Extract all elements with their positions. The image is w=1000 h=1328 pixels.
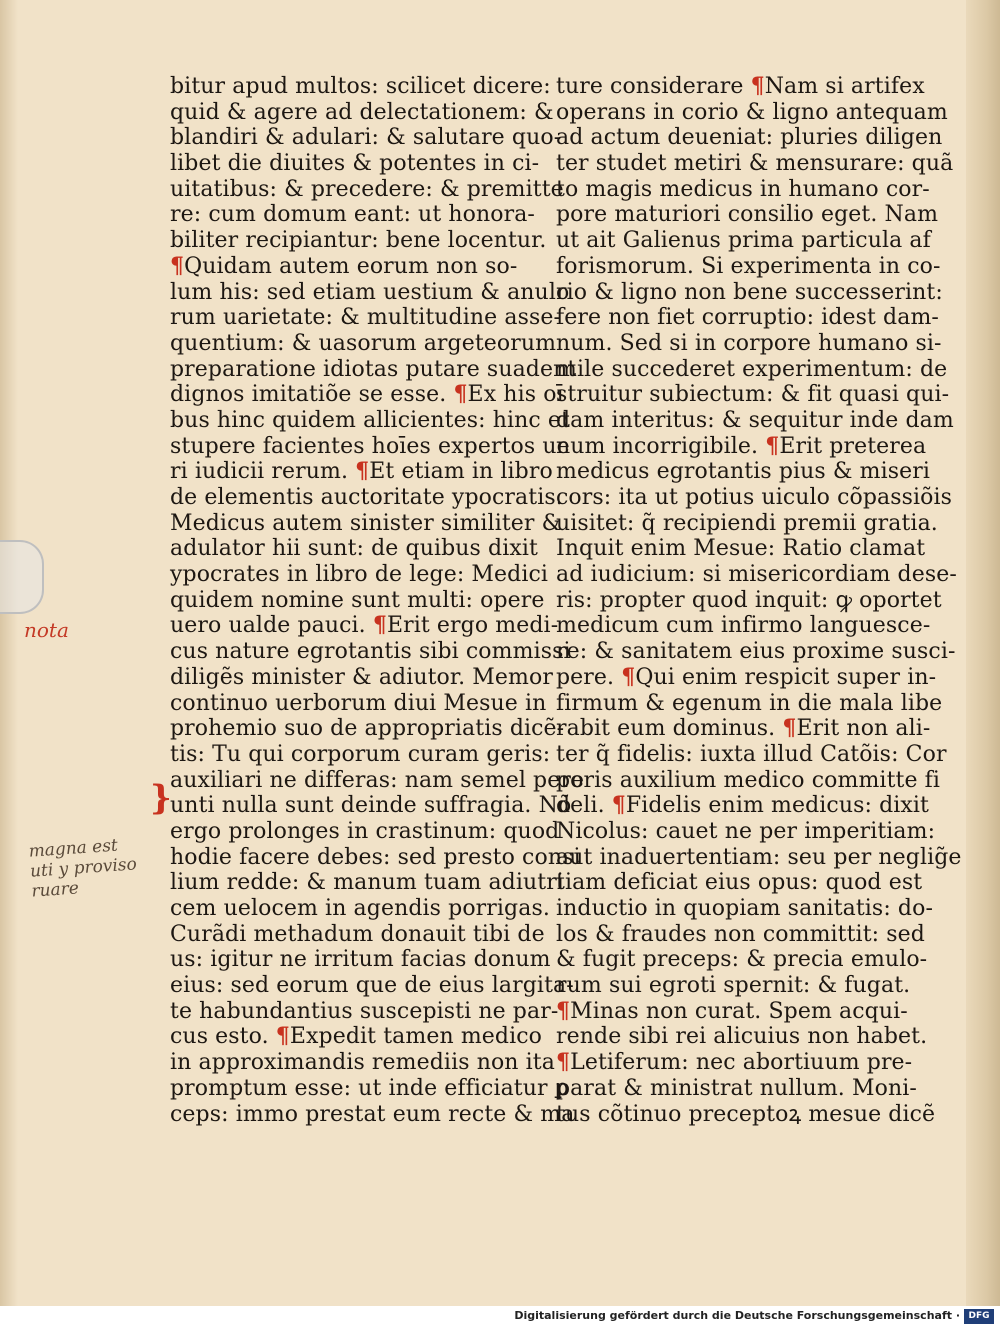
text-line: uitatibus: & precedere: & premitte — [170, 176, 564, 202]
text-line: stupere facientes hoīes expertos ue — [170, 433, 570, 459]
text-line: pore maturiori consilio eget. Nam — [556, 202, 939, 228]
binding-shadow — [0, 0, 18, 1306]
rubric-mark: ¶ — [556, 997, 571, 1024]
text-line: Inquit enim Mesue: Ratio clamat — [556, 536, 926, 562]
text-line: aut inaduertentiam: seu per neglig̃e — [556, 844, 962, 870]
text-line: operans in corio & ligno antequam — [556, 99, 948, 125]
handwritten-line: uti y proviso — [29, 854, 138, 882]
text-line: dignos imitatiõe se esse. ¶Ex his oī — [170, 381, 564, 408]
footer-credit: Digitalisierung gefördert durch die Deutsche Forschungsgemeinschaft · — [514, 1309, 960, 1322]
text-line: los & fraudes non committit: sed — [556, 921, 925, 947]
text-line: quidem nomine sunt multi: opere — [170, 587, 545, 613]
text-line: rabit eum dominus. ¶Erit non ali- — [556, 715, 931, 742]
text-line: Nicolus: cauet ne per imperitiam: — [556, 818, 936, 844]
text-line: poris auxilium medico committe fi — [556, 767, 941, 793]
text-line: dam interitus: & sequitur inde dam — [556, 407, 954, 433]
text-line: uero ualde pauci. ¶Erit ergo medi- — [170, 612, 559, 639]
text-line: parat & ministrat nullum. Moni- — [556, 1075, 917, 1101]
rubric-mark: ¶ — [621, 663, 636, 690]
text-line: us: igitur ne irritum facias donum — [170, 947, 551, 973]
text-line: in approximandis remediis non ita — [170, 1050, 555, 1076]
text-line: rum sui egroti spernit: & fugat. — [556, 973, 911, 999]
text-line: ris: propter quod inquit: ꝙ oportet — [556, 587, 942, 613]
text-line: Curãdi methadum donauit tibi de — [170, 921, 545, 947]
text-line: to magis medicus in humano cor- — [556, 176, 930, 202]
left-text-column — [170, 74, 585, 1127]
text-line: ut ait Galienus prima particula af — [556, 228, 931, 254]
text-line: ri iudicii rerum. ¶Et etiam in libro — [170, 458, 553, 485]
margin-note-nota: nota — [24, 618, 69, 642]
rubric-mark: ¶ — [170, 252, 185, 279]
text-line: medicus egrotantis pius & miseri — [556, 459, 931, 485]
text-line: rum uarietate: & multitudine asse- — [170, 305, 561, 331]
handwritten-line: ruare — [30, 878, 80, 902]
text-line: quid & agere ad delectationem: & — [170, 99, 554, 125]
text-line: num incorrigibile. ¶Erit preterea — [556, 432, 927, 459]
text-line: lum his: sed etiam uestium & anulo — [170, 279, 570, 305]
text-line: eius: sed eorum que de eius largita- — [170, 973, 574, 999]
text-line: deli. ¶Fidelis enim medicus: dixit — [556, 792, 930, 819]
text-line: forismorum. Si experimenta in co- — [556, 253, 941, 279]
page-clip — [0, 540, 44, 614]
text-line: mile succederet experimentum: de — [556, 356, 948, 382]
text-line: adulator hii sunt: de quibus dixit — [170, 536, 538, 562]
text-line: pere. ¶Qui enim respicit super in- — [556, 663, 937, 690]
text-line: libet die diuites & potentes in ci- — [170, 151, 540, 177]
text-line: unti nulla sunt deinde suffragia. Nõ — [170, 793, 572, 819]
rubric-mark: ¶ — [611, 792, 626, 819]
text-line: blandiri & adulari: & salutare quo- — [170, 125, 562, 151]
margin-note-handwritten — [28, 834, 139, 901]
text-line: medicum cum infirmo languesce- — [556, 613, 931, 639]
text-line: ter q̃ fidelis: iuxta illud Catõis: Cor — [556, 741, 947, 767]
rubric-mark: ¶ — [453, 381, 468, 408]
text-line: bus hinc quidem allicientes: hinc et — [170, 407, 570, 433]
rubric-mark: ¶ — [275, 1023, 290, 1050]
rubric-mark: ¶ — [372, 612, 387, 639]
rubric-mark: ¶ — [556, 1049, 571, 1076]
text-line: & fugit preceps: & precia emulo- — [556, 947, 928, 973]
rubric-mark: ¶ — [765, 432, 780, 459]
text-line: ¶Quidam autem eorum non so- — [170, 252, 518, 279]
text-line: quentium: & uasorum argeteorum — [170, 330, 557, 356]
right-text-column — [556, 73, 962, 1127]
text-line: ture considerare ¶Nam si artifex — [556, 73, 925, 99]
text-line: inductio in quopiam sanitatis: do- — [556, 896, 933, 921]
text-line: re: cum domum eant: ut honora- — [170, 202, 535, 228]
text-line: te habundantius suscepisti ne par- — [170, 998, 559, 1024]
text-line: promptum esse: ut inde efficiatur ꝑ — [170, 1075, 569, 1101]
text-line: continuo uerborum diui Mesue in — [170, 690, 547, 716]
text-line: cem uelocem in agendis porrigas. — [170, 896, 550, 921]
text-line: ter studet metiri & mensurare: quã — [556, 151, 954, 177]
page-edge — [966, 0, 1000, 1306]
text-line: cus nature egrotantis sibi commissi — [170, 639, 571, 665]
rubric-mark: ¶ — [782, 715, 797, 742]
text-line: de elementis auctoritate ypocratis. — [170, 485, 563, 510]
text-line: cus esto. ¶Expedit tamen medico — [170, 1023, 542, 1050]
text-line: prohemio suo de appropriatis dicẽ- — [170, 716, 565, 742]
text-line: ceps: immo prestat eum recte & ma — [170, 1101, 575, 1127]
text-line: tiam deficiat eius opus: quod est — [556, 870, 923, 896]
text-line: ergo prolonges in crastinum: quod — [170, 818, 560, 844]
rubric-mark: ¶ — [355, 458, 370, 485]
text-line: auxiliari ne differas: nam semel pere — [170, 767, 585, 793]
text-line: tus cõtinuo preceptoꝝ mesue dicẽ — [556, 1101, 936, 1127]
text-line: ¶Minas non curat. Spem acqui- — [556, 997, 908, 1024]
text-line: rende sibi rei alicuius non habet. — [556, 1024, 928, 1050]
text-line: rio & ligno non bene successerint: — [556, 279, 943, 305]
text-line: ypocrates in libro de lege: Medici — [170, 562, 549, 588]
text-line: ad iudicium: si misericordiam dese- — [556, 562, 957, 588]
text-line: firmum & egenum in die mala libe — [556, 690, 943, 716]
text-line: hodie facere debes: sed presto consi — [170, 844, 581, 870]
footer-bar — [0, 1306, 1000, 1328]
text-line: preparatione idiotas putare suadent — [170, 356, 577, 382]
rubric-mark: ¶ — [750, 73, 765, 99]
text-line: Medicus autem sinister similiter & — [170, 510, 562, 536]
text-line: num. Sed si in corpore humano si- — [556, 330, 942, 356]
text-line: struitur subiectum: & fit quasi qui- — [556, 382, 950, 408]
text-line: tis: Tu qui corporum curam geris: — [170, 741, 551, 767]
text-line: diligẽs minister & adiutor. Memor — [170, 664, 553, 690]
text-line: lium redde: & manum tuam adiutri — [170, 870, 564, 896]
text-line: biliter recipiantur: bene locentur. — [170, 228, 547, 254]
dfg-logo: DFG — [964, 1309, 994, 1324]
text-line: ad actum deueniat: pluries diligen — [556, 125, 943, 151]
margin-bracket: } — [150, 778, 172, 818]
text-line: fere non fiet corruptio: idest dam- — [556, 305, 939, 331]
text-line: uisitet: q̃ recipiendi premii gratia. — [556, 510, 938, 536]
text-line: re: & sanitatem eius proxime susci- — [556, 639, 956, 665]
text-line: bitur apud multos: scilicet dicere: — [170, 74, 551, 99]
text-line: ¶Letiferum: nec abortiuum pre- — [556, 1049, 913, 1076]
text-line: cors: ita ut potius uiculo cõpassiõis — [556, 485, 953, 510]
handwritten-line: magna est — [28, 835, 119, 862]
